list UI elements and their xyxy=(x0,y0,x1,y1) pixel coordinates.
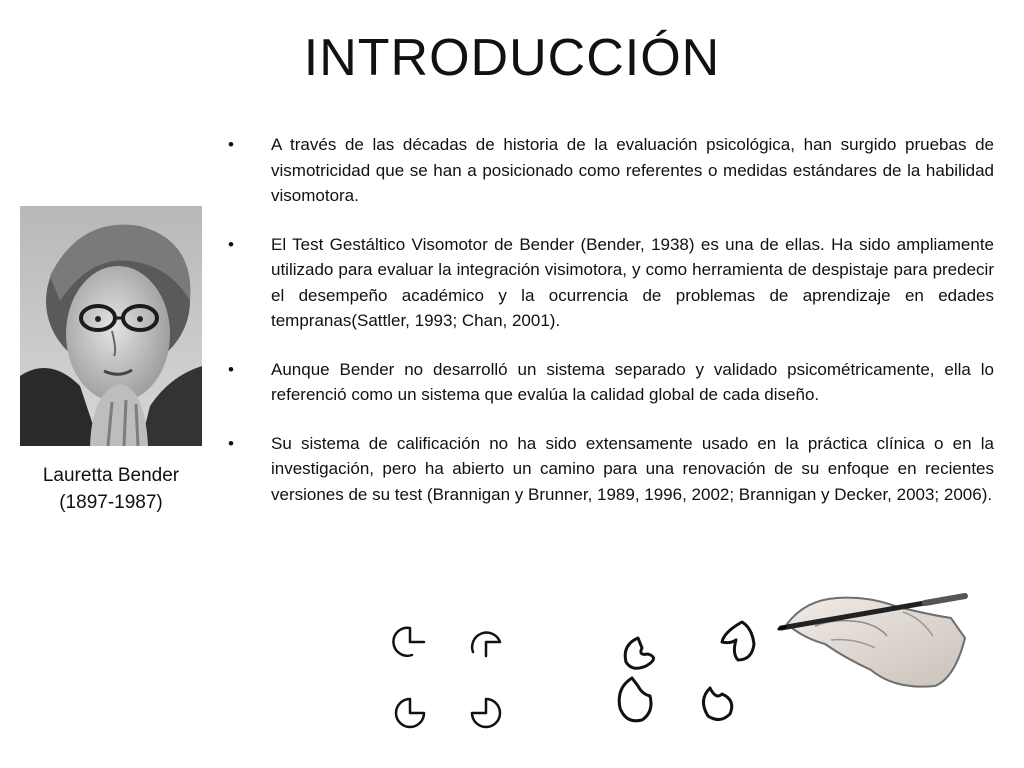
portrait-illustration xyxy=(20,206,202,446)
drawn-shape-3 xyxy=(619,678,651,721)
bullet-item xyxy=(228,232,994,334)
bullet-item xyxy=(228,132,994,209)
drawn-shape-1 xyxy=(625,638,653,668)
caption-name: Lauretta Bender xyxy=(42,465,180,486)
bullet-text: Aunque Bender no desarrolló un sistema separado y validado psicométricamente, ella lo referenció como un sistema que evalúa la calidad global de cada diseño. xyxy=(271,359,994,404)
bender-figures-illustration xyxy=(370,600,770,750)
hand-with-pen-illustration xyxy=(775,578,975,698)
bullet-item xyxy=(228,431,994,508)
bullet-text: A través de las décadas de historia de la evaluación psicológica, han surgido pruebas de vismotricidad que se han a posicionado como referentes o medidas estándares de la habilidad visomotora. xyxy=(271,135,994,205)
bullet-icon: • xyxy=(228,135,234,154)
design-shape-1 xyxy=(393,628,424,656)
drawn-shape-2 xyxy=(722,622,754,660)
design-shape-4 xyxy=(472,699,500,727)
bullet-text: Su sistema de calificación no ha sido extensamente usado en la práctica clínica o en la investigación, pero ha abierto un camino para una renovación de su enfoque en recientes versiones de su test (Brannigan y Brunner, 1989, 1996, 2002; Brannigan y Decker, 2003; 2006). xyxy=(271,433,994,504)
design-shape-3 xyxy=(396,699,424,727)
bullet-text: El Test Gestáltico Visomotor de Bender (Bender, 1938) es una de ellas. Ha sido ampliamente utilizado para evaluar la integración visimotora, y como herramienta de despistaje para predecir el desempeño académico y la ocurrencia de problemas de aprendizaje en edades tempranas(Sattler, 1993; Chan, 2001). xyxy=(271,234,994,330)
design-shape-2 xyxy=(472,633,500,656)
bullet-item xyxy=(228,357,994,408)
bullet-icon: • xyxy=(228,234,234,254)
caption-years: (1897-1987) xyxy=(59,492,163,513)
bullet-icon: • xyxy=(228,433,234,453)
drawn-shape-4 xyxy=(703,688,731,720)
portrait-caption xyxy=(18,462,204,516)
portrait-photo xyxy=(20,206,202,446)
bullet-icon: • xyxy=(228,359,234,379)
slide-title: INTRODUCCIÓN xyxy=(303,29,721,87)
bullet-list xyxy=(228,132,994,530)
